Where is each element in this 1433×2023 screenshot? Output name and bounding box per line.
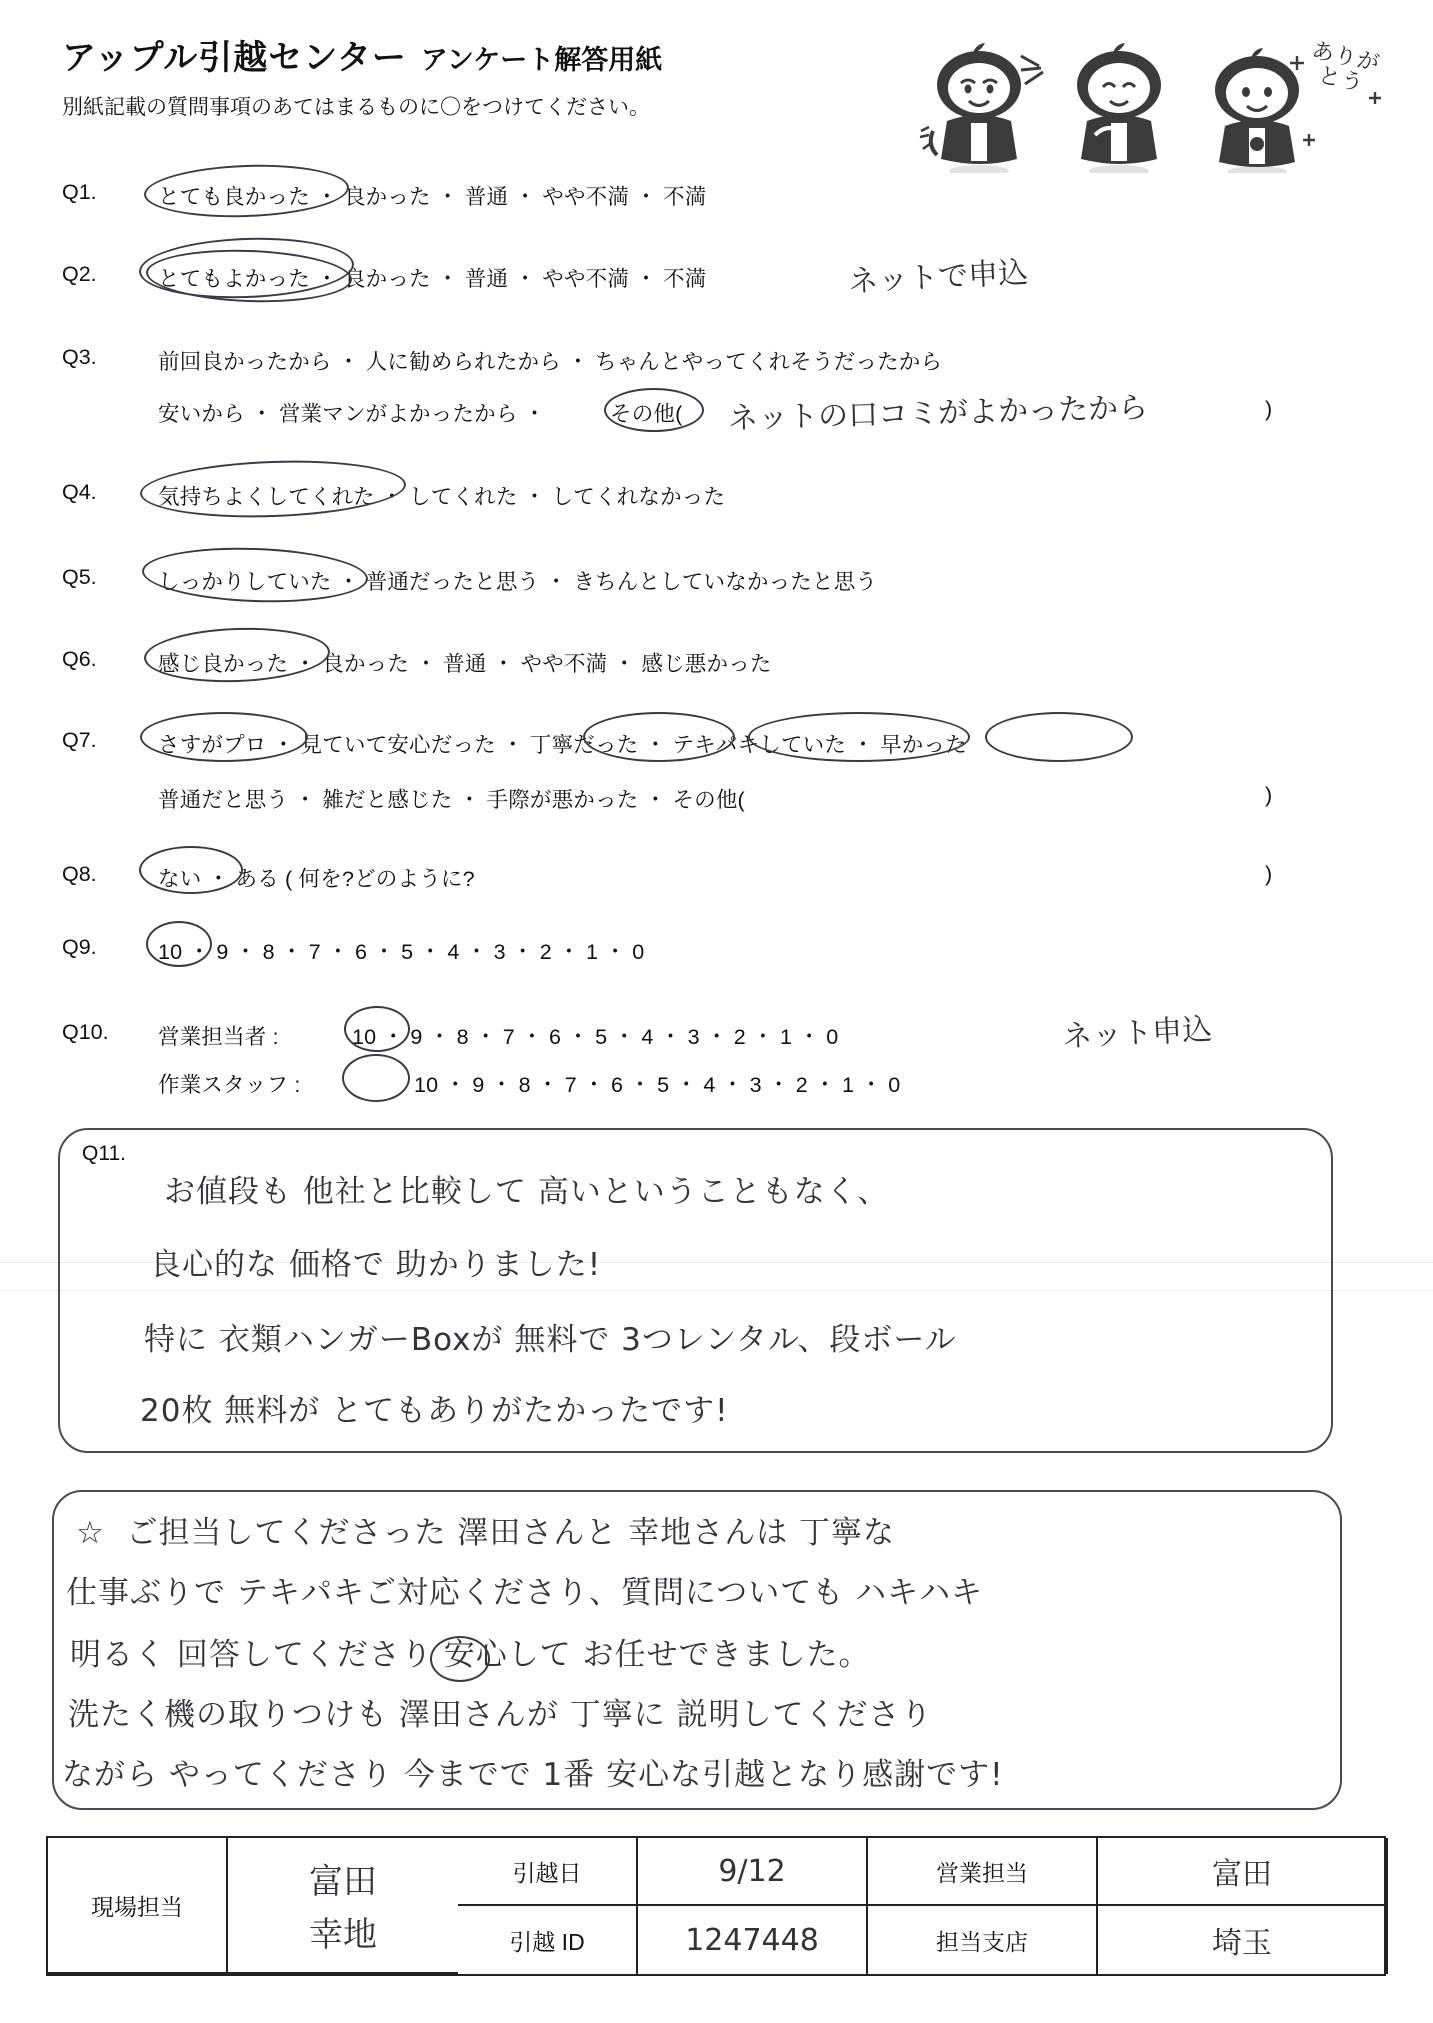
q11-handwritten-line-3: 特に 衣類ハンガーBoxが 無料で 3つレンタル、段ボール	[144, 1322, 957, 1358]
q10-row2-selection-circle	[342, 1054, 410, 1102]
q5-label: Q5.	[62, 565, 97, 589]
instruction-text: 別紙記載の質問事項のあてはまるものに〇をつけてください。	[62, 96, 650, 119]
q11-handwritten-line-2: 良心的な 価格で 助かりました!	[150, 1247, 602, 1283]
q6-options: 感じ良かった ・ 良かった ・ 普通 ・ やや不満 ・ 感じ悪かった	[158, 652, 772, 676]
q7-options-line2: 普通だと思う ・ 雑だと感じた ・ 手際が悪かった ・ その他(	[158, 788, 745, 812]
footer-label-move-date: 引越日	[458, 1838, 638, 1906]
free-comment-line-3: 明るく 回答してくださり 安心して お任せできました。	[70, 1637, 871, 1673]
footer-table	[46, 1836, 1386, 1976]
page-title: アンケート解答用紙	[420, 45, 663, 75]
q10-row2-label: 作業スタッフ :	[158, 1073, 301, 1097]
free-comment-line-2: 仕事ぶりで テキパキご対応くださり、質問についても ハキハキ	[66, 1575, 984, 1611]
q4-options: 気持ちよくしてくれた ・ してくれた ・ してくれなかった	[158, 485, 726, 509]
footer-value-site-rep	[228, 1838, 458, 1974]
q8-other-close: )	[1265, 862, 1273, 886]
footer-label-move-id: 引越 ID	[458, 1906, 638, 1974]
site-signature-1: 富田	[309, 1862, 377, 1902]
q10-label: Q10.	[62, 1020, 109, 1044]
footer-label-site-rep: 現場担当	[48, 1838, 228, 1974]
q3-other-label: その他(	[610, 402, 683, 426]
q3-options-line1: 前回良かったから ・ 人に勧められたから ・ ちゃんとやってくれそうだったから	[158, 350, 943, 374]
q2-options: とてもよかった ・ 良かった ・ 普通 ・ やや不満 ・ 不満	[158, 267, 707, 291]
q6-label: Q6.	[62, 647, 97, 671]
q10-row1-options: 10 ・ 9 ・ 8 ・ 7 ・ 6 ・ 5 ・ 4 ・ 3 ・ 2 ・ 1 ・ 0	[352, 1025, 839, 1049]
sales-rep-value: 富田	[1212, 1857, 1272, 1892]
free-comment-line-1: ☆ ご担当してくださった 澤田さんと 幸地さんは 丁寧な	[76, 1515, 896, 1551]
q8-label: Q8.	[62, 862, 97, 886]
footer-value-branch	[1098, 1906, 1388, 1974]
q8-options: ない ・ ある ( 何を?どのように?	[158, 867, 475, 891]
q3-label: Q3.	[62, 345, 97, 369]
footer-label-sales-rep: 営業担当	[868, 1838, 1098, 1906]
q10-row2-options: 10 ・ 9 ・ 8 ・ 7 ・ 6 ・ 5 ・ 4 ・ 3 ・ 2 ・ 1 ・ 0	[414, 1073, 901, 1097]
brand-title: アップル引越センター	[62, 39, 407, 77]
q9-options: 10 ・ 9 ・ 8 ・ 7 ・ 6 ・ 5 ・ 4 ・ 3 ・ 2 ・ 1 ・ 0	[158, 940, 645, 964]
site-signature-2: 幸地	[309, 1915, 377, 1955]
q11-handwritten-line-4: 20枚 無料が とてもありがたかったです!	[140, 1393, 729, 1429]
q7-other-close: )	[1265, 783, 1273, 807]
q3-options-line2: 安いから ・ 営業マンがよかったから ・	[158, 402, 546, 426]
q5-options: しっかりしていた ・ 普通だったと思う ・ きちんとしていなかったと思う	[158, 570, 878, 594]
free-comment-line-4: 洗たく機の取りつけも 澤田さんが 丁寧に 説明してくださり	[68, 1697, 933, 1733]
q2-handwritten-note: ネットで申込	[847, 255, 1029, 300]
q9-label: Q9.	[62, 935, 97, 959]
q4-label: Q4.	[62, 480, 97, 504]
q1-options: とても良かった ・ 良かった ・ 普通 ・ やや不満 ・ 不満	[158, 185, 707, 209]
footer-value-sales-rep	[1098, 1838, 1388, 1906]
move-id-value: 1247448	[685, 1922, 819, 1958]
branch-value: 埼玉	[1212, 1926, 1272, 1961]
thank-you-stamp: ありがとう	[1309, 37, 1383, 97]
footer-value-move-id	[638, 1906, 868, 1974]
q3-handwritten-note: ネットの口コミがよかったから	[727, 390, 1149, 437]
footer-label-branch: 担当支店	[868, 1906, 1098, 1974]
q3-other-close: )	[1265, 397, 1273, 421]
q10-row1-handwritten-note: ネット申込	[1061, 1012, 1213, 1055]
q10-row1-label: 営業担当者 :	[158, 1025, 279, 1049]
q1-label: Q1.	[62, 180, 97, 204]
move-date-value: 9/12	[718, 1853, 786, 1889]
q11-handwritten-line-1: お値段も 他社と比較して 高いということもなく、	[164, 1174, 890, 1210]
q7-selection-circle-4	[985, 712, 1133, 762]
q11-label: Q11.	[82, 1142, 126, 1165]
q7-options-line1: さすがプロ ・ 見ていて安心だった ・ 丁寧だった ・ テキパキしていた ・ 早かった	[158, 733, 967, 757]
mascot-illustration	[917, 38, 1387, 173]
q2-label: Q2.	[62, 262, 97, 286]
free-comment-line-5: ながら やってくださり 今までで 1番 安心な引越となり感謝です!	[62, 1757, 1004, 1793]
q7-label: Q7.	[62, 728, 97, 752]
footer-value-move-date	[638, 1838, 868, 1906]
